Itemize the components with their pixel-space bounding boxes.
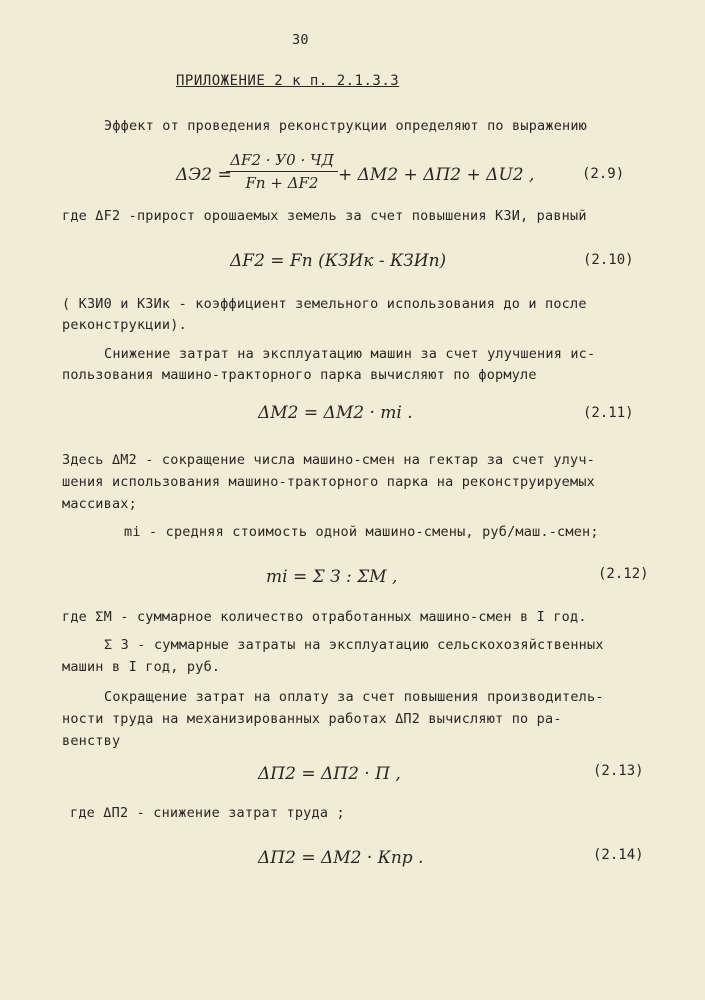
kzi-definition: ( КЗИ0 и КЗИк - коэффициент земельного использования до и после — [62, 296, 587, 312]
equation-number-2-13: (2.13) — [593, 763, 644, 779]
paragraph-machines-cont: пользования машино-тракторного парка вычисляют по формуле — [62, 367, 537, 383]
fraction-bar — [226, 171, 338, 172]
here-definition: Здесь ΔМ2 - сокращение числа машино-смен на гектар за счет улуч- — [62, 452, 595, 468]
formula-2-10: ΔF2 = Fп (КЗИк - КЗИп) — [230, 251, 447, 271]
equation-number-2-10: (2.10) — [583, 252, 634, 268]
sigma-z-definition-cont: машин в I год, руб. — [62, 659, 221, 675]
equation-number-2-14: (2.14) — [593, 847, 644, 863]
where-delta-p: где ΔП2 - снижение затрат труда ; — [70, 805, 345, 821]
formula-2-13: ΔП2 = ΔП2 · П , — [258, 764, 401, 784]
formula-2-11: ΔМ2 = ΔМ2 · mi . — [258, 403, 413, 423]
formula-2-12: mi = Σ З : ΣМ , — [266, 567, 398, 587]
page-number: 30 — [292, 32, 309, 48]
equation-number-2-9: (2.9) — [582, 166, 625, 182]
kzi-definition-cont: реконструкции). — [62, 317, 187, 333]
equation-number-2-11: (2.11) — [583, 405, 634, 421]
here-definition-cont: шения использования машино-тракторного парка на реконструируемых — [62, 474, 595, 490]
mi-definition: mi - средняя стоимость одной машино-смены, руб/маш.-смен; — [124, 524, 599, 540]
formula-2-9-fraction — [226, 150, 338, 193]
paragraph-effect: Эффект от проведения реконструкции определяют по выражению — [104, 118, 588, 134]
here-definition-end: массивах; — [62, 496, 137, 512]
where-delta-f: где ΔF2 -прирост орошаемых земель за счет повышения КЗИ, равный — [62, 208, 587, 224]
appendix-heading: ПРИЛОЖЕНИЕ 2 к п. 2.1.3.3 — [176, 73, 400, 89]
paragraph-labor-cont: ности труда на механизированных работах ΔП2 вычисляют по ра- — [62, 711, 562, 727]
equation-number-2-12: (2.12) — [598, 566, 649, 582]
formula-2-14: ΔП2 = ΔМ2 · Кпр . — [258, 848, 424, 868]
paragraph-labor-end: венству — [62, 733, 121, 749]
sigma-m-definition: где ΣМ - суммарное количество отработанных машино-смен в I год. — [62, 609, 587, 625]
paragraph-labor: Сокращение затрат на оплату за счет повышения производитель- — [104, 689, 604, 705]
formula-2-9-numerator: ΔF2 · У0 · ЧД — [230, 151, 334, 169]
formula-2-9-rhs: + ΔМ2 + ΔП2 + ΔU2 , — [338, 165, 535, 185]
paragraph-machines: Снижение затрат на эксплуатацию машин за счет улучшения ис- — [104, 346, 596, 362]
sigma-z-definition: Σ З - суммарные затраты на эксплуатацию сельскохозяйственных — [104, 637, 604, 653]
formula-2-9-lhs: ΔЭ2 = — [176, 165, 232, 185]
formula-2-9-denominator: Fп + ΔF2 — [245, 174, 319, 192]
